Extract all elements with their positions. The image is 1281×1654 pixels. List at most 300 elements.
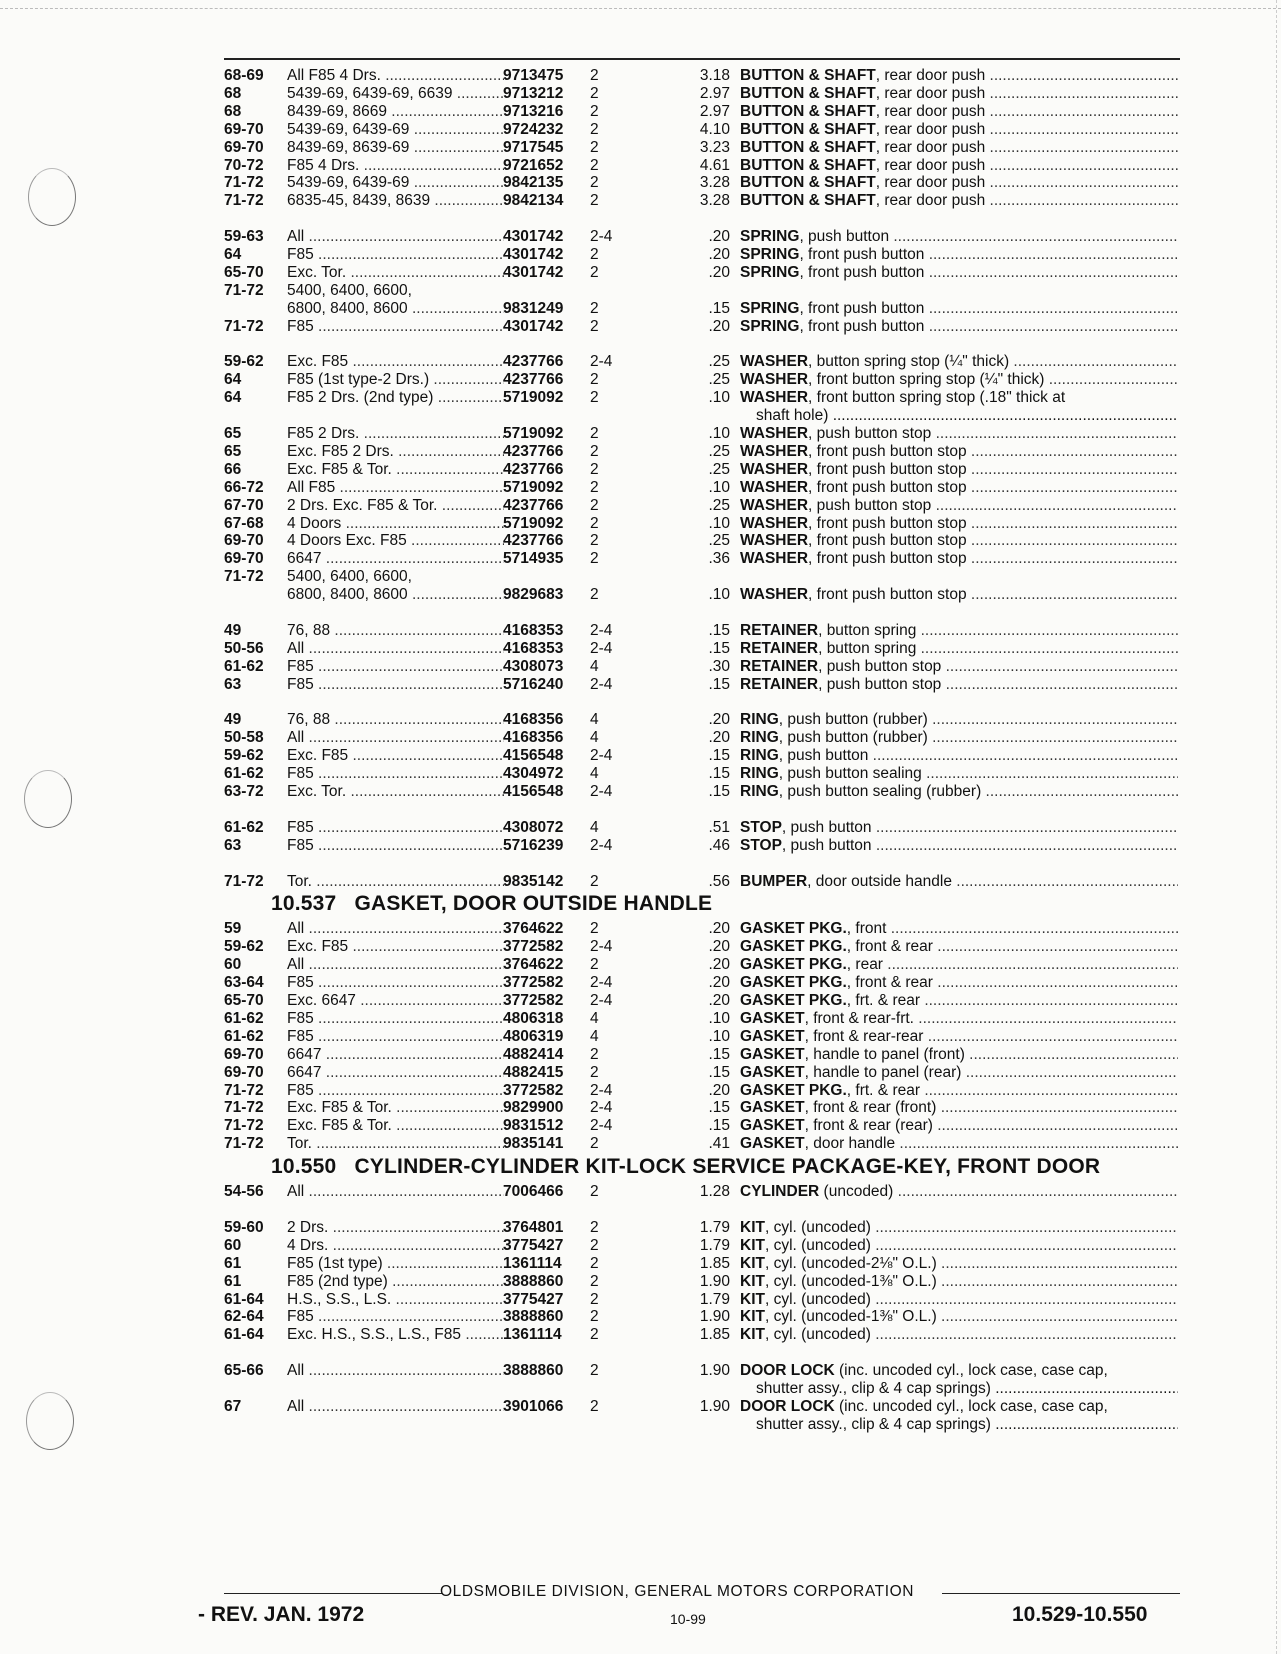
part-detail: , push button: [781, 818, 872, 836]
price: .20: [708, 974, 730, 992]
part-detail: , push button stop: [808, 496, 932, 514]
table-row: [0, 281, 1281, 300]
part-detail: , frt. & rear: [846, 1081, 921, 1099]
section-number: 10.537: [271, 892, 337, 916]
part-number: 4308073: [503, 657, 564, 675]
quantity: 2-4: [590, 974, 613, 992]
part-name-cell: [740, 1361, 1178, 1380]
part-name-cell: [740, 818, 1178, 837]
part-name: WASHER: [740, 496, 809, 514]
part-detail: , front push button: [799, 263, 925, 281]
quantity: 4: [590, 657, 599, 675]
model-description: 2 Drs. Exc. F85 & Tor. .....: [287, 496, 504, 515]
price: 3.28: [699, 174, 730, 192]
part-name-cell: [740, 1307, 1178, 1326]
price: 3.18: [699, 67, 730, 84]
part-name-cell: [740, 937, 1178, 956]
model-year: 69-70: [224, 138, 264, 156]
part-detail: , door outside handle: [807, 872, 952, 890]
model-year: 65: [224, 425, 242, 442]
model-year: 64: [224, 246, 242, 263]
part-name: WASHER: [740, 550, 809, 568]
part-name: SPRING: [740, 246, 800, 263]
quantity: 2: [590, 138, 599, 156]
quantity: 2: [590, 84, 599, 102]
table-row: [0, 1098, 1281, 1117]
part-detail: , front & rear: [846, 974, 933, 992]
price: .15: [708, 299, 730, 317]
part-name: BUTTON & SHAFT: [740, 138, 876, 156]
part-number: 5714935: [503, 550, 564, 568]
quantity: 2: [590, 1183, 599, 1201]
price: .15: [708, 747, 730, 765]
part-detail: , rear door push: [875, 67, 986, 84]
part-name: BUTTON & SHAFT: [740, 174, 876, 192]
part-number: 4882414: [503, 1045, 564, 1063]
table-row: [0, 1218, 1281, 1237]
model-year: 71-72: [224, 1099, 264, 1117]
part-detail: , cyl. (uncoded): [764, 1236, 871, 1254]
part-name: GASKET: [740, 1027, 805, 1045]
table-row: [0, 836, 1281, 855]
price: .15: [708, 1117, 730, 1135]
part-name: BUTTON & SHAFT: [740, 192, 876, 210]
part-detail: , front button spring stop (¼" thick): [808, 371, 1045, 389]
quantity: 2: [590, 1254, 599, 1272]
part-detail: , front push button stop: [808, 586, 967, 604]
model-description: 5439-69, 6439-69, 6639 .....: [287, 84, 504, 103]
price: .25: [708, 353, 730, 371]
quantity: 4: [590, 765, 599, 783]
part-name-cell: [740, 710, 1178, 729]
part-detail: , push button: [778, 747, 869, 765]
model-year: 61-64: [224, 1326, 264, 1344]
part-number: 4156548: [503, 783, 564, 800]
part-name-cell: [740, 388, 1178, 407]
section-number: 10.550: [271, 1155, 337, 1179]
price: .51: [708, 818, 730, 836]
part-detail: , handle to panel (rear): [804, 1063, 962, 1081]
model-description: F85 4 Drs. .....: [287, 156, 504, 175]
model-description: 8439-69, 8639-69 .....: [287, 138, 504, 157]
part-number: 3888860: [503, 1308, 564, 1326]
part-name-cell: [740, 1009, 1178, 1028]
part-number: 1361114: [503, 1254, 562, 1272]
quantity: 2-4: [590, 1099, 613, 1117]
part-detail: , cyl. (uncoded-1⅜" O.L.): [764, 1272, 937, 1290]
quantity: 2: [590, 1326, 599, 1344]
part-name: GASKET: [740, 1099, 805, 1117]
part-detail: , push button (rubber): [778, 711, 928, 729]
part-name: GASKET PKG.: [740, 920, 847, 938]
part-detail: , button spring: [818, 621, 917, 639]
scan-edge-top: [0, 8, 1281, 9]
price: .20: [708, 938, 730, 956]
part-name-cell: [740, 299, 1178, 318]
model-description: F85 (1st type) .....: [287, 1254, 504, 1273]
model-description: Exc. F85 .....: [287, 937, 504, 956]
model-description: 8439-69, 8669 .....: [287, 102, 504, 121]
part-detail: , front push button: [799, 299, 925, 317]
part-name: BUTTON & SHAFT: [740, 67, 876, 84]
part-name: RETAINER: [740, 657, 819, 675]
part-number: 9829900: [503, 1099, 564, 1117]
part-detail: , front push button: [799, 246, 925, 263]
part-name: SPRING: [740, 299, 800, 317]
model-year: 69-70: [224, 1045, 264, 1063]
table-row: [0, 1027, 1281, 1046]
quantity: 2-4: [590, 938, 613, 956]
revision-text: REV. JAN. 1972: [210, 1603, 365, 1626]
model-year: 71-72: [224, 174, 264, 192]
price: 1.28: [699, 1183, 730, 1201]
section-heading: [271, 1155, 1100, 1179]
part-detail: , rear door push: [875, 138, 986, 156]
quantity: 2: [590, 496, 599, 514]
part-detail: , front & rear (front): [804, 1099, 937, 1117]
quantity: 4: [590, 1009, 599, 1027]
footer-division: OLDSMOBILE DIVISION, GENERAL MOTORS CORPORATION: [440, 1583, 915, 1600]
model-description: F85 .....: [287, 657, 504, 676]
price: 2.97: [699, 84, 730, 102]
price: .25: [708, 371, 730, 389]
part-detail: , handle to panel (front): [804, 1045, 965, 1063]
part-name-cell: [740, 102, 1178, 121]
quantity: 4: [590, 818, 599, 836]
part-name: WASHER: [740, 586, 809, 604]
part-name-cell: [740, 514, 1178, 533]
part-name-cell: [740, 531, 1178, 550]
part-name-cell: [740, 782, 1178, 801]
table-row: [0, 1290, 1281, 1309]
model-description: All .....: [287, 227, 504, 246]
model-year: 69-70: [224, 1063, 264, 1081]
model-description: F85 2 Drs. (2nd type) .....: [287, 388, 504, 407]
part-name: DOOR LOCK: [740, 1397, 835, 1415]
part-name: GASKET: [740, 1135, 805, 1153]
part-name: GASKET: [740, 1045, 805, 1063]
model-description: 6647 .....: [287, 1045, 504, 1064]
part-name-cell: [740, 352, 1178, 371]
table-row: [0, 1361, 1281, 1380]
part-name: KIT: [740, 1290, 765, 1308]
part-detail: , push button stop: [818, 675, 942, 693]
part-number: 4168356: [503, 711, 564, 729]
price: .25: [708, 442, 730, 460]
price: .20: [708, 246, 730, 263]
model-description: F85 .....: [287, 1081, 504, 1100]
table-row: [0, 1009, 1281, 1028]
part-detail: , front button spring stop (.18" thick at: [808, 389, 1066, 407]
model-description: H.S., S.S., L.S. .....: [287, 1290, 504, 1309]
part-number: 5719092: [503, 514, 564, 532]
quantity: 2: [590, 371, 599, 389]
quantity: 2-4: [590, 1081, 613, 1099]
table-row: [0, 585, 1281, 604]
price: .15: [708, 1063, 730, 1081]
part-name: GASKET PKG.: [740, 1081, 847, 1099]
part-number: 4237766: [503, 442, 564, 460]
part-name: WASHER: [740, 353, 809, 371]
part-name-cell: [740, 1397, 1178, 1416]
part-detail: , frt. & rear: [846, 992, 921, 1009]
part-detail: , front & rear-frt.: [804, 1009, 914, 1027]
part-detail: , rear: [846, 956, 883, 974]
price: .15: [708, 1045, 730, 1063]
part-name: STOP: [740, 818, 782, 836]
part-name: KIT: [740, 1326, 765, 1344]
price: .15: [708, 639, 730, 657]
part-detail: , front & rear: [846, 938, 933, 956]
quantity: 2: [590, 389, 599, 407]
quantity: 2: [590, 550, 599, 568]
part-name-cell: [740, 746, 1178, 765]
table-row: [0, 549, 1281, 568]
part-name: KIT: [740, 1272, 765, 1290]
model-description: Tor. .....: [287, 872, 504, 891]
part-name-cell: [740, 872, 1178, 891]
table-row: [0, 531, 1281, 550]
part-number: 4237766: [503, 460, 564, 478]
quantity: 2: [590, 1045, 599, 1063]
model-year: 69-70: [224, 532, 264, 550]
price: 1.85: [699, 1254, 730, 1272]
model-description: All .....: [287, 639, 504, 658]
table-row: [0, 227, 1281, 246]
part-name: RING: [740, 783, 779, 800]
part-name: GASKET PKG.: [740, 938, 847, 956]
table-row: [0, 764, 1281, 783]
model-description: Exc. F85 & Tor. .....: [287, 1116, 504, 1135]
part-name-cell: [740, 764, 1178, 783]
price: .15: [708, 1099, 730, 1117]
part-name-cell: [740, 1098, 1178, 1117]
quantity: 2-4: [590, 675, 613, 693]
price: 2.97: [699, 102, 730, 120]
part-name-cell: [740, 836, 1178, 855]
part-name-cell: [740, 1134, 1178, 1153]
part-detail: , push button sealing: [778, 765, 922, 783]
model-year: 61: [224, 1254, 242, 1272]
quantity: 2-4: [590, 992, 613, 1009]
part-detail: , rear door push: [875, 174, 986, 192]
price: .20: [708, 729, 730, 747]
model-description: All .....: [287, 919, 504, 938]
part-detail: , push button: [781, 836, 872, 854]
model-description: Exc. 6647 .....: [287, 991, 504, 1010]
table-row: [0, 317, 1281, 336]
top-rule: [224, 58, 1180, 60]
part-detail: , push button stop: [818, 657, 942, 675]
part-name-cell: [740, 1081, 1178, 1100]
quantity: 4: [590, 729, 599, 747]
part-name-cell: [740, 973, 1178, 992]
model-description: Exc. F85 & Tor. .....: [287, 1098, 504, 1117]
part-name-cell: [740, 675, 1178, 694]
quantity: 2-4: [590, 747, 613, 765]
part-name-cell: [740, 120, 1178, 139]
model-year: 59-62: [224, 938, 264, 956]
part-detail-continued: shutter assy., clip & 4 cap springs) .....: [756, 1415, 1178, 1434]
table-row: [0, 991, 1281, 1010]
model-year: 68: [224, 102, 242, 120]
part-number: 4237766: [503, 353, 564, 371]
quantity: 2: [590, 956, 599, 974]
table-row-continued: [0, 406, 1281, 425]
part-number: 4168356: [503, 729, 564, 747]
model-description: F85 2 Drs. .....: [287, 424, 504, 443]
part-number: 3764622: [503, 920, 564, 938]
quantity: 2-4: [590, 228, 613, 246]
quantity: 2-4: [590, 783, 613, 800]
table-row: [0, 388, 1281, 407]
part-number: 9831249: [503, 299, 564, 317]
price: 3.28: [699, 192, 730, 210]
quantity: 2: [590, 192, 599, 210]
part-name-cell: [740, 991, 1178, 1010]
table-row: [0, 1397, 1281, 1416]
model-description: 4 Drs. .....: [287, 1236, 504, 1255]
table-row: [0, 872, 1281, 891]
part-number: 3888860: [503, 1272, 564, 1290]
price: 1.79: [699, 1236, 730, 1254]
part-detail: , front & rear-rear: [804, 1027, 924, 1045]
model-description: 6647 .....: [287, 549, 504, 568]
price: .30: [708, 657, 730, 675]
part-name: RETAINER: [740, 675, 819, 693]
part-detail: , cyl. (uncoded): [764, 1218, 871, 1236]
model-description: Exc. F85 2 Drs. .....: [287, 442, 504, 461]
quantity: 2: [590, 478, 599, 496]
table-row: [0, 460, 1281, 479]
model-year: 54-56: [224, 1183, 264, 1201]
part-detail: , rear door push: [875, 156, 986, 174]
part-detail-continued: shaft hole) .....: [756, 406, 1178, 425]
price: .10: [708, 389, 730, 407]
model-year: 71-72: [224, 1135, 264, 1153]
model-year: 50-56: [224, 639, 264, 657]
quantity: 2-4: [590, 353, 613, 371]
part-name-cell: [740, 1272, 1178, 1291]
part-number: 4301742: [503, 228, 564, 246]
part-detail: , front push button stop: [808, 460, 967, 478]
part-name-cell: [740, 263, 1178, 282]
model-year: 64: [224, 389, 242, 407]
part-name-cell: [740, 1063, 1178, 1082]
table-row: [0, 173, 1281, 192]
quantity: 2: [590, 1397, 599, 1415]
part-name: BUTTON & SHAFT: [740, 84, 876, 102]
quantity: 2: [590, 67, 599, 84]
quantity: 2: [590, 442, 599, 460]
part-name: GASKET: [740, 1117, 805, 1135]
model-year: 71-72: [224, 872, 264, 890]
part-number: 9842135: [503, 174, 564, 192]
part-name-cell: [740, 1116, 1178, 1135]
model-year: 71-72: [224, 1117, 264, 1135]
price: .20: [708, 920, 730, 938]
model-year: 62-64: [224, 1308, 264, 1326]
model-description: F85 .....: [287, 973, 504, 992]
price: 4.61: [699, 156, 730, 174]
part-number: 4301742: [503, 263, 564, 281]
table-row: [0, 1325, 1281, 1344]
table-row: [0, 746, 1281, 765]
model-year: 70-72: [224, 156, 264, 174]
quantity: 2: [590, 514, 599, 532]
price: 1.90: [699, 1397, 730, 1415]
model-description: 5400, 6400, 6600,: [287, 568, 412, 586]
quantity: 2: [590, 532, 599, 550]
part-number: 4301742: [503, 317, 564, 335]
part-detail: , front push button stop: [808, 442, 967, 460]
part-detail: , button spring stop (¼" thick): [808, 353, 1010, 371]
model-description: All .....: [287, 1361, 504, 1380]
model-year: 63: [224, 675, 242, 693]
price: .15: [708, 621, 730, 639]
part-name-cell: [740, 424, 1178, 443]
price: 1.90: [699, 1272, 730, 1290]
price: 1.90: [699, 1362, 730, 1380]
part-name: RETAINER: [740, 621, 819, 639]
model-year: 71-72: [224, 1081, 264, 1099]
footer-revision: - REV. JAN. 1972: [198, 1603, 365, 1626]
table-row: [0, 102, 1281, 121]
model-description: F85 .....: [287, 1027, 504, 1046]
part-name: BUMPER: [740, 872, 808, 890]
part-detail: (uncoded): [819, 1183, 894, 1201]
table-row: [0, 1307, 1281, 1326]
part-number: 9842134: [503, 192, 564, 210]
part-name-cell: [740, 1218, 1178, 1237]
table-row: [0, 245, 1281, 264]
model-description: Exc. F85 .....: [287, 746, 504, 765]
quantity: 2: [590, 460, 599, 478]
part-name: CYLINDER: [740, 1183, 820, 1201]
part-number: 5719092: [503, 389, 564, 407]
part-detail: , push button: [799, 228, 890, 246]
part-detail: , cyl. (uncoded): [764, 1290, 871, 1308]
table-row: [0, 937, 1281, 956]
part-number: 4806318: [503, 1009, 564, 1027]
model-description: 6800, 8400, 8600 .....: [287, 299, 504, 318]
part-name-cell: [740, 955, 1178, 974]
part-name: RING: [740, 765, 779, 783]
part-name-cell: [740, 227, 1178, 246]
part-number: 3888860: [503, 1362, 564, 1380]
model-year: 63-64: [224, 974, 264, 992]
quantity: 2: [590, 1308, 599, 1326]
part-name: WASHER: [740, 514, 809, 532]
table-row: [0, 191, 1281, 210]
table-row: [0, 818, 1281, 837]
model-year: 67-70: [224, 496, 264, 514]
part-number: 9713475: [503, 67, 564, 84]
quantity: 2: [590, 872, 599, 890]
quantity: 2: [590, 120, 599, 138]
model-description: Exc. Tor. .....: [287, 263, 504, 282]
table-row: [0, 1116, 1281, 1135]
part-name-cell: [740, 657, 1178, 676]
part-name: BUTTON & SHAFT: [740, 156, 876, 174]
part-name: RING: [740, 711, 779, 729]
part-number: 5716239: [503, 836, 564, 854]
part-detail: , push button sealing (rubber): [778, 783, 982, 800]
part-detail: , push button stop: [808, 425, 932, 442]
quantity: 4: [590, 711, 599, 729]
price: 1.90: [699, 1308, 730, 1326]
quantity: 2: [590, 246, 599, 263]
